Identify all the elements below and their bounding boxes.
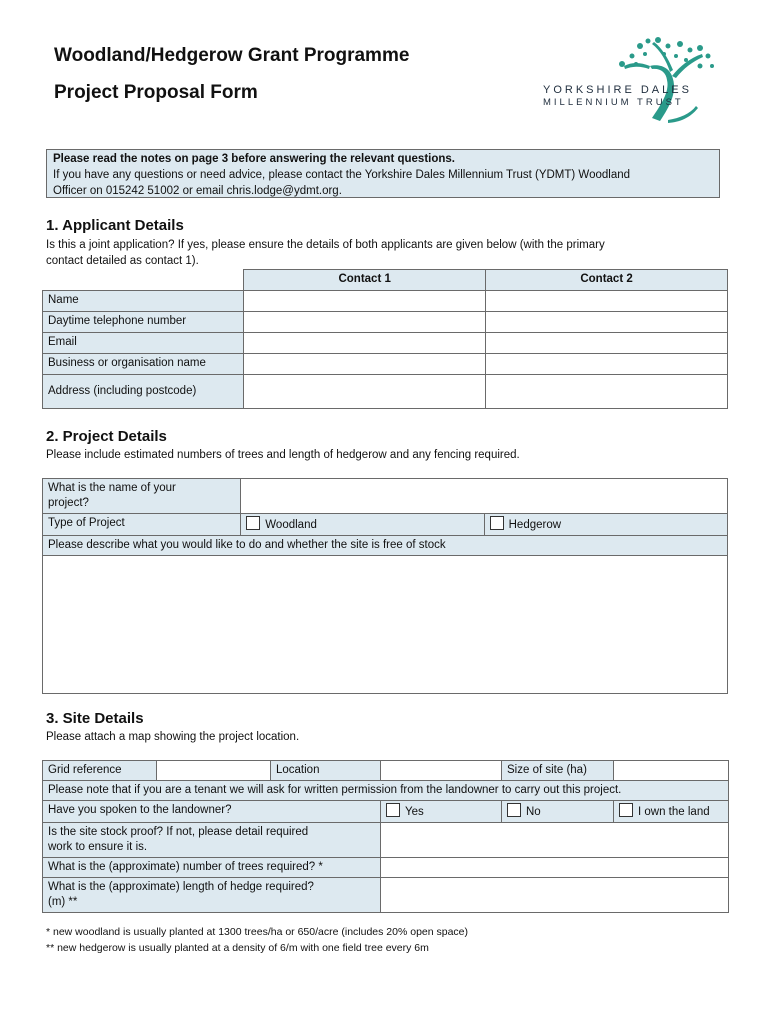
notice-line3: Officer on 015242 51002 or email chris.lodge@ydmt.org. bbox=[53, 185, 342, 197]
no-checkbox[interactable] bbox=[507, 803, 521, 817]
notice-box bbox=[46, 149, 720, 198]
project-table bbox=[42, 478, 728, 694]
contact2-name-field[interactable] bbox=[486, 291, 728, 312]
form-subtitle: Project Proposal Form bbox=[54, 82, 258, 103]
footnote-2: ** new hedgerow is usually planted at a density of 6/m with one field tree every 6m bbox=[46, 942, 429, 954]
describe-label: Please describe what you would like to do and whether the site is free of stock bbox=[43, 536, 728, 556]
project-type-label: Type of Project bbox=[43, 514, 241, 536]
hedgerow-checkbox[interactable] bbox=[490, 516, 504, 530]
contact2-business-field[interactable] bbox=[486, 354, 728, 375]
woodland-checkbox[interactable] bbox=[246, 516, 260, 530]
woodland-option[interactable]: Woodland bbox=[241, 514, 484, 536]
size-label: Size of site (ha) bbox=[502, 761, 614, 781]
contact1-address-field[interactable] bbox=[244, 375, 486, 409]
location-label: Location bbox=[271, 761, 381, 781]
hedge-question: What is the (approximate) length of hedge required? (m) ** bbox=[43, 878, 381, 913]
row-label-name: Name bbox=[43, 291, 244, 312]
own-land-checkbox[interactable] bbox=[619, 803, 633, 817]
trees-question: What is the (approximate) number of trees required? * bbox=[43, 858, 381, 878]
project-name-label: What is the name of your project? bbox=[43, 479, 241, 514]
section1-heading: 1. Applicant Details bbox=[46, 217, 184, 234]
yes-option[interactable]: Yes bbox=[381, 801, 502, 823]
logo-line1: YORKSHIRE DALES bbox=[543, 84, 692, 96]
section3-heading: 3. Site Details bbox=[46, 710, 144, 727]
contact2-address-field[interactable] bbox=[486, 375, 728, 409]
landowner-question: Have you spoken to the landowner? bbox=[43, 801, 381, 823]
section2-heading: 2. Project Details bbox=[46, 428, 167, 445]
logo-line2: MILLENNIUM TRUST bbox=[543, 97, 684, 108]
section3-intro: Please attach a map showing the project location. bbox=[46, 731, 300, 743]
contact1-email-field[interactable] bbox=[244, 333, 486, 354]
applicant-table bbox=[42, 269, 728, 409]
form-title: Woodland/Hedgerow Grant Programme bbox=[54, 45, 410, 66]
contact1-header: Contact 1 bbox=[244, 270, 486, 291]
no-option[interactable]: No bbox=[502, 801, 614, 823]
section1-intro-1: Is this a joint application? If yes, please ensure the details of both applicants are given below (with the primary bbox=[46, 239, 605, 251]
row-label-business: Business or organisation name bbox=[43, 354, 244, 375]
contact1-phone-field[interactable] bbox=[244, 312, 486, 333]
grid-ref-field[interactable] bbox=[157, 761, 271, 781]
project-description-field[interactable] bbox=[43, 556, 728, 694]
notice-line2: If you have any questions or need advice, please contact the Yorkshire Dales Millennium Trust (YDMT) Woodland bbox=[53, 169, 631, 181]
stock-proof-question: Is the site stock proof? If not, please detail required work to ensure it is. bbox=[43, 823, 381, 858]
hedgerow-option[interactable]: Hedgerow bbox=[484, 514, 727, 536]
row-label-phone: Daytime telephone number bbox=[43, 312, 244, 333]
trees-field[interactable] bbox=[381, 858, 729, 878]
own-land-option[interactable]: I own the land bbox=[614, 801, 729, 823]
footnote-1: * new woodland is usually planted at 1300 trees/ha or 650/acre (includes 20% open space) bbox=[46, 926, 469, 938]
ydmt-logo bbox=[540, 36, 720, 126]
site-table bbox=[42, 760, 729, 913]
tenant-note: Please note that if you are a tenant we will ask for written permission from the landowner to carry out this project. bbox=[43, 781, 729, 801]
row-label-address: Address (including postcode) bbox=[43, 375, 244, 409]
section2-intro: Please include estimated numbers of trees and length of hedgerow and any fencing required. bbox=[46, 449, 520, 461]
contact2-header: Contact 2 bbox=[486, 270, 728, 291]
tree-icon bbox=[540, 36, 720, 126]
contact1-business-field[interactable] bbox=[244, 354, 486, 375]
project-name-field[interactable] bbox=[241, 479, 728, 514]
hedge-field[interactable] bbox=[381, 878, 729, 913]
section1-intro-2: contact detailed as contact 1). bbox=[46, 255, 199, 267]
row-label-email: Email bbox=[43, 333, 244, 354]
contact2-email-field[interactable] bbox=[486, 333, 728, 354]
grid-ref-label: Grid reference bbox=[43, 761, 157, 781]
notice-bold: Please read the notes on page 3 before answering the relevant questions. bbox=[53, 153, 455, 165]
stock-proof-field[interactable] bbox=[381, 823, 729, 858]
contact1-name-field[interactable] bbox=[244, 291, 486, 312]
contact2-phone-field[interactable] bbox=[486, 312, 728, 333]
size-field[interactable] bbox=[614, 761, 729, 781]
yes-checkbox[interactable] bbox=[386, 803, 400, 817]
location-field[interactable] bbox=[381, 761, 502, 781]
